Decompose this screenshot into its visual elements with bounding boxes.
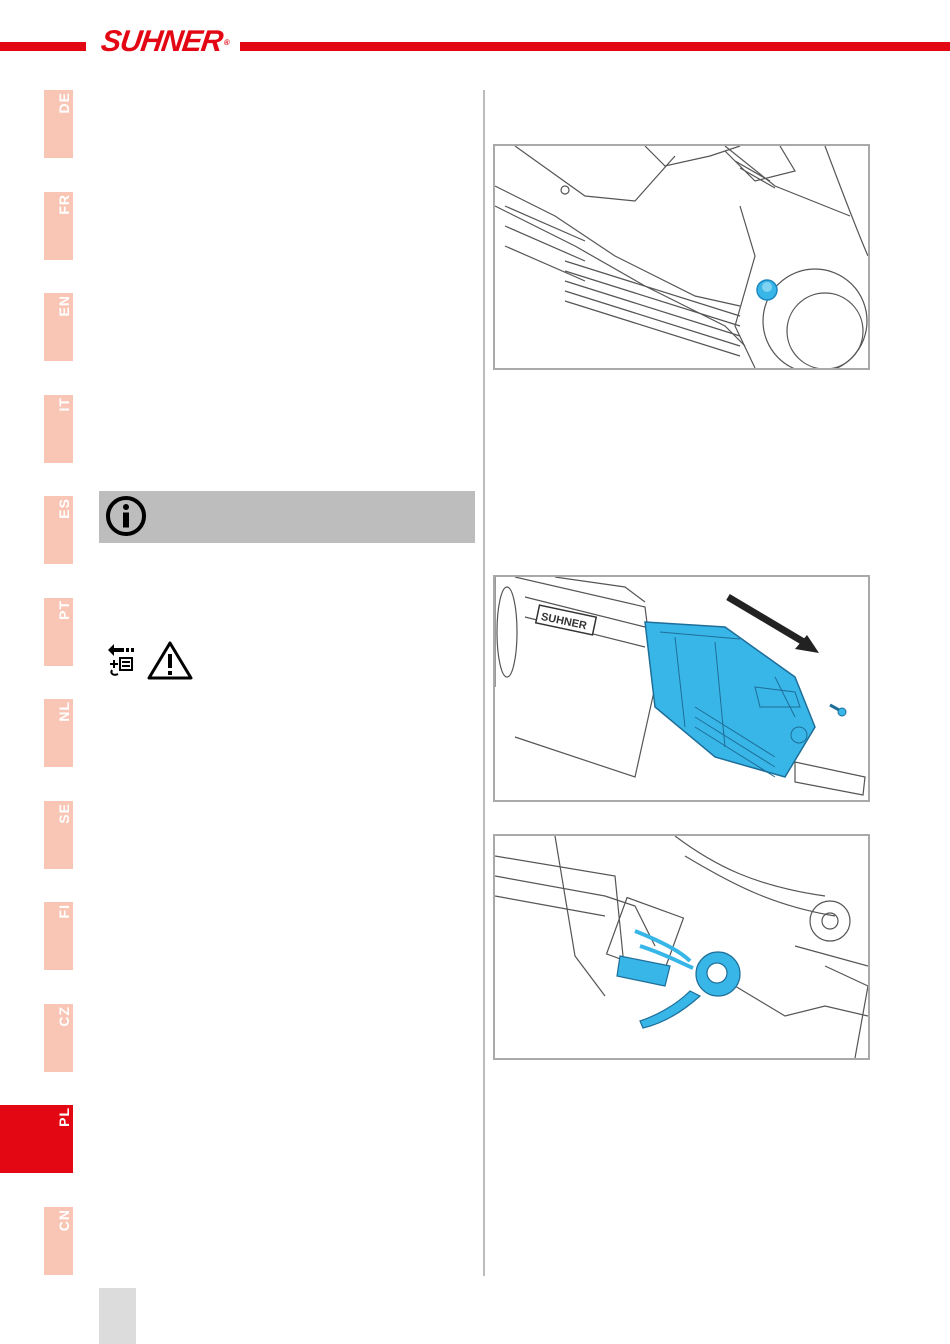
lang-tab-label: PT — [56, 600, 72, 620]
housing-illustration — [495, 146, 868, 368]
lang-tab-label: ES — [56, 498, 72, 519]
logo-text: SUHNER — [98, 25, 225, 58]
suhner-logo — [91, 24, 238, 60]
lang-tab-label: PL — [56, 1107, 72, 1127]
lang-tab-label: NL — [56, 701, 72, 722]
figure-carbon-brush — [493, 834, 870, 1060]
lang-tab-pt[interactable] — [44, 598, 73, 666]
logo-registered-mark: ® — [223, 37, 230, 47]
note-box — [99, 491, 475, 543]
brush-illustration — [495, 836, 868, 1058]
lang-tab-pl[interactable] — [0, 1105, 73, 1173]
header-bar-left — [0, 42, 86, 51]
lang-tab-de[interactable] — [44, 90, 73, 158]
lang-tab-label: FR — [56, 194, 72, 215]
lang-tab-nl[interactable] — [44, 699, 73, 767]
column-divider — [483, 90, 485, 1276]
lang-tab-es[interactable] — [44, 496, 73, 564]
small-screw-highlight — [830, 705, 846, 716]
svg-text:SUHNER: SUHNER — [539, 610, 588, 633]
lang-tab-fi[interactable] — [44, 902, 73, 970]
figure-remove-cover — [493, 575, 870, 802]
lang-tab-fr[interactable] — [44, 192, 73, 260]
page-number-box — [99, 1288, 136, 1344]
lang-tab-cn[interactable] — [44, 1207, 73, 1275]
cover-illustration — [495, 577, 868, 800]
header-bar-right — [240, 42, 950, 51]
lang-tab-en[interactable] — [44, 293, 73, 361]
lang-tab-label: CN — [56, 1209, 72, 1232]
figure-housing-screw — [493, 144, 870, 370]
brush-spring-highlight — [617, 931, 740, 1028]
lang-tab-label: IT — [56, 397, 72, 412]
unplug-icon — [108, 644, 134, 675]
lang-tab-se[interactable] — [44, 801, 73, 869]
lang-tab-label: CZ — [56, 1006, 72, 1027]
info-circle-icon — [104, 494, 148, 538]
warning-triangle-icon — [149, 643, 191, 678]
lang-tab-it[interactable] — [44, 395, 73, 463]
lang-tab-label: DE — [56, 92, 72, 114]
cover-brand-label — [536, 605, 596, 635]
lang-tab-label: FI — [56, 904, 72, 919]
lang-tab-label: EN — [56, 295, 72, 317]
warning-icons — [104, 640, 196, 682]
lang-tab-cz[interactable] — [44, 1004, 73, 1072]
lang-tab-label: SE — [56, 803, 72, 824]
